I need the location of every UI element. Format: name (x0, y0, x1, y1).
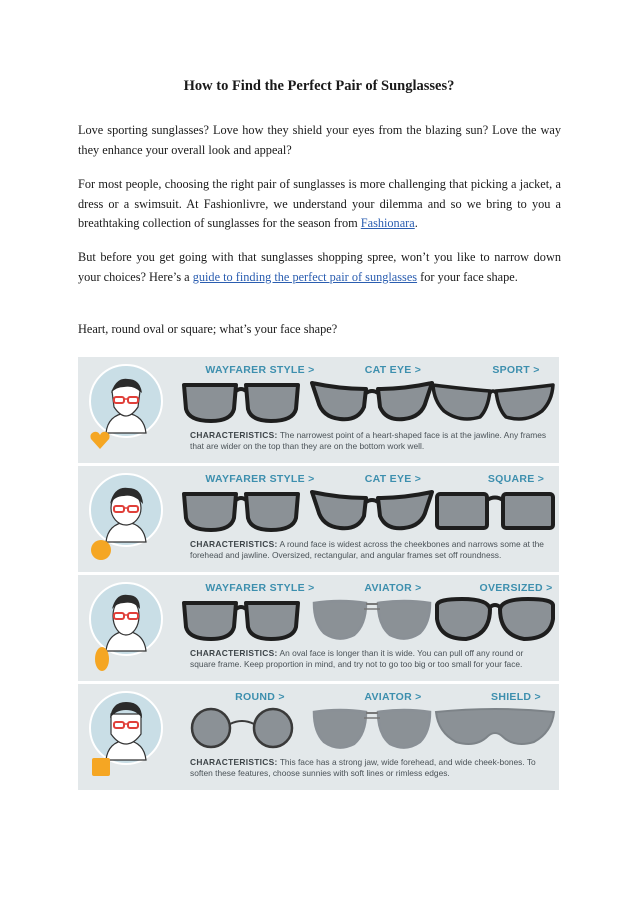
wayfarer-sunglasses-icon (181, 488, 301, 533)
characteristics-text (190, 757, 550, 779)
paragraph-text: . (414, 216, 418, 230)
paragraph-text: For most people, choosing the right pair of sunglasses is more challenging that picking a jacket, a dress or a swimsuit. At Fashionlivre, we understand your dilemma and so we bring to you a breathtaking collection of sunglasses for the season from (78, 177, 561, 230)
circle-icon (90, 539, 112, 561)
sunglasses-face-shape-infographic (78, 357, 559, 790)
intro-paragraph: Love sporting sunglasses? Love how they shield your eyes from the blazing sun? Love the way they enhance your overall look and appeal? (78, 123, 561, 157)
face-shape-question: Heart, round oval or square; what’s your face shape? (78, 322, 338, 336)
style-label: CAT EYE > (364, 473, 422, 485)
characteristics-description: This face has a strong jaw, wide forehead, and wide cheek-bones. To soften these features, choose sunnies with soft lines or rimless edges. (190, 757, 536, 778)
style-label: SPORT > (492, 364, 540, 376)
fashionlivre-paragraph (78, 175, 561, 234)
square-icon (91, 757, 111, 777)
heart-icon (89, 429, 111, 451)
row-heart (78, 357, 559, 463)
style-label: WAYFARER STYLE > (205, 364, 315, 376)
shield-sunglasses-icon (434, 704, 556, 752)
characteristics-description: The narrowest point of a heart-shaped face is at the jawline. Any frames that are wider on the top than they are on the bottom work well. (190, 430, 547, 451)
style-label: AVIATOR > (364, 691, 422, 703)
page-title: How to Find the Perfect Pair of Sunglasses? (183, 78, 455, 94)
style-label: SHIELD > (491, 691, 541, 703)
face-illustration (78, 575, 170, 681)
sport-sunglasses-icon (430, 379, 556, 424)
face-illustration (78, 684, 170, 790)
guide-paragraph (78, 248, 561, 287)
style-label: ROUND > (235, 691, 285, 703)
characteristics-label: CHARACTERISTICS: (190, 757, 278, 767)
aviator-sunglasses-icon (310, 595, 434, 643)
round-sunglasses-icon (184, 706, 300, 751)
characteristics-text (190, 430, 550, 452)
oval-icon (94, 646, 110, 672)
characteristics-description: An oval face is longer than it is wide. You can pull off any round or square frame. Keep proportion in mind, and try not to go too big or too small for your face. (190, 648, 524, 669)
characteristics-label: CHARACTERISTICS: (190, 648, 278, 658)
square-sunglasses-icon (434, 488, 556, 533)
style-label: SQUARE > (487, 473, 545, 485)
wayfarer-sunglasses-icon (181, 597, 301, 642)
style-label: WAYFARER STYLE > (205, 582, 315, 594)
face-icon (88, 363, 164, 439)
row-oval (78, 575, 559, 681)
wayfarer-sunglasses-icon (181, 379, 301, 424)
face-illustration (78, 357, 170, 463)
cat-eye-sunglasses-icon (310, 379, 434, 424)
characteristics-description: A round face is widest across the cheekbones and narrows some at the forehead and jawline. Oversized, rectangular, and angular frames set off roundness. (190, 539, 544, 560)
face-icon (88, 690, 164, 766)
oversized-sunglasses-icon (434, 595, 556, 643)
paragraph-text: But before you get going with that sunglasses shopping spree, won’t you like to narrow down your choices? Here’s a (78, 250, 561, 284)
face-illustration (78, 466, 170, 572)
row-round (78, 466, 559, 572)
characteristics-text (190, 539, 550, 561)
paragraph-text: for your face shape. (417, 269, 518, 284)
style-label: AVIATOR > (364, 582, 422, 594)
style-label: WAYFARER STYLE > (205, 473, 315, 485)
characteristics-text (190, 648, 550, 670)
guide-link[interactable]: guide to finding the perfect pair of sunglasses (192, 269, 418, 284)
style-label: CAT EYE > (364, 364, 422, 376)
style-label: OVERSIZED > (479, 582, 553, 594)
cat-eye-sunglasses-icon (310, 488, 434, 533)
characteristics-label: CHARACTERISTICS: (190, 430, 278, 440)
fashionara-link[interactable]: Fashionara (360, 216, 415, 230)
characteristics-label: CHARACTERISTICS: (190, 539, 278, 549)
face-icon (88, 472, 164, 548)
aviator-sunglasses-icon (310, 704, 434, 752)
row-square (78, 684, 559, 790)
